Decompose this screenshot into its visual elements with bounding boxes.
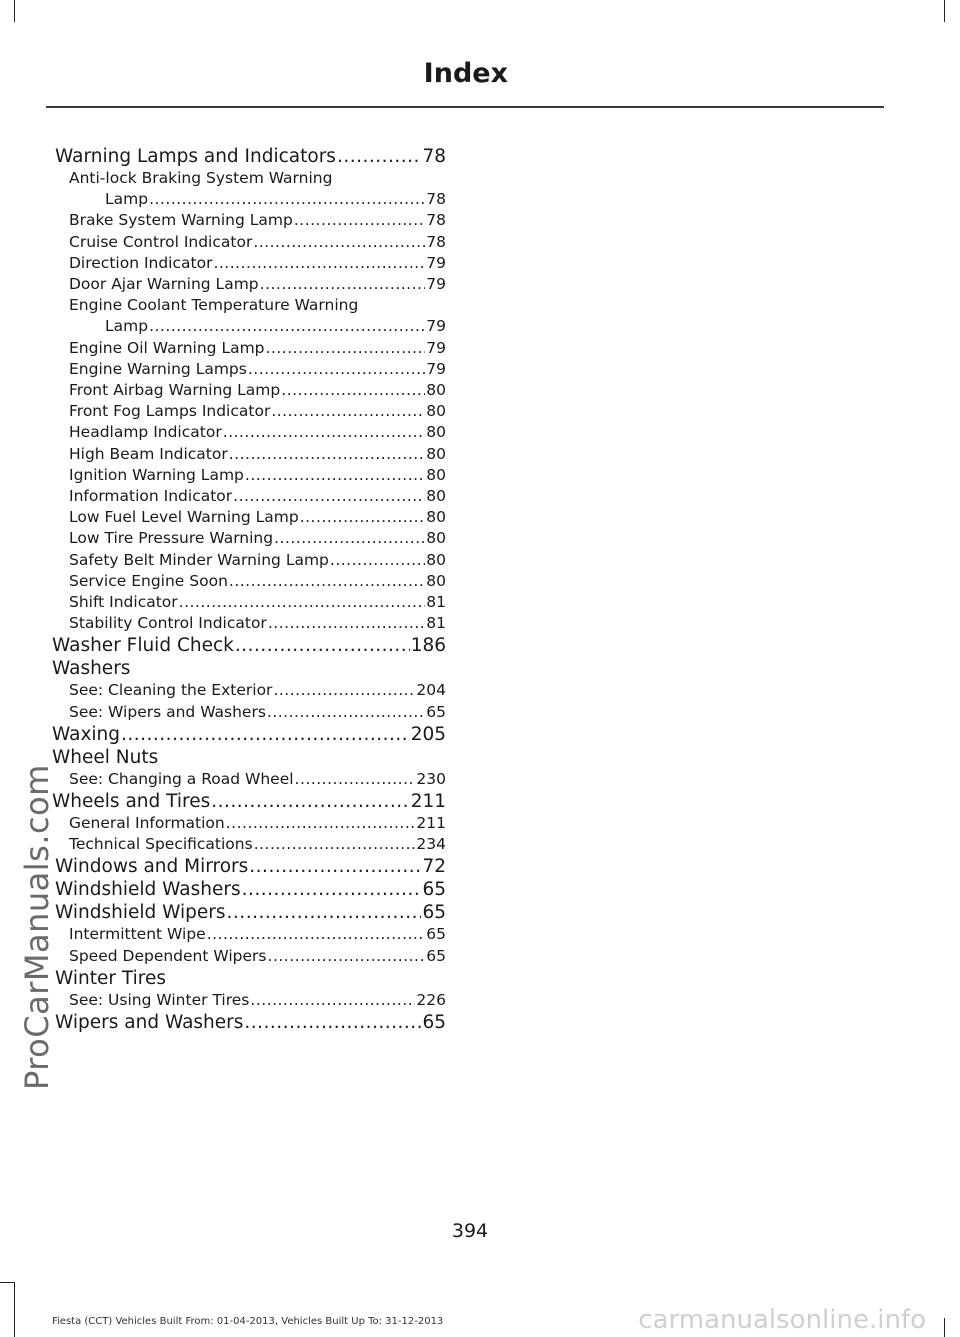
dot-leader (273, 680, 415, 701)
index-entry-label: See: Cleaning the Exterior (69, 681, 273, 700)
crop-mark-bottom-left-vertical (14, 1282, 15, 1337)
dot-leader (229, 444, 426, 465)
index-page-number: 80 (426, 508, 446, 527)
index-entry-label: Windows and Mirrors (55, 856, 249, 878)
dot-leader (229, 571, 425, 592)
index-entry-label: Ignition Warning Lamp (69, 465, 244, 484)
index-entry-row (55, 145, 446, 168)
index-entry-row (69, 924, 446, 945)
dot-leader (266, 338, 426, 359)
index-entry-label: Door Ajar Warning Lamp (69, 275, 259, 294)
index-entry-label: Speed Dependent Wipers (69, 946, 267, 965)
index-entry-row (52, 634, 446, 657)
index-subentry (55, 465, 446, 486)
index-entry-row (55, 967, 446, 990)
index-entry-row (69, 465, 446, 486)
index-page-number: 65 (426, 702, 446, 721)
index-entry-row (52, 746, 446, 769)
index-entry-label: Wipers and Washers (55, 1012, 244, 1034)
dot-leader (260, 274, 426, 295)
side-watermark: ProCarManuals.com (18, 764, 56, 1090)
index-entry-label: Low Fuel Level Warning Lamp (69, 508, 299, 527)
dot-leader (249, 855, 421, 878)
index-entry-row (69, 168, 446, 189)
dot-leader (268, 613, 425, 634)
index-entry-row (69, 571, 446, 592)
index-entry-label: See: Changing a Road Wheel (69, 769, 294, 788)
index-entry-label: Waxing (52, 723, 121, 745)
index-subentry (55, 550, 446, 571)
index-entry-row (55, 1011, 446, 1034)
index-entry-row (69, 210, 446, 231)
dot-leader (281, 380, 425, 401)
index-page-number: 211 (416, 814, 446, 833)
index-page-number: 65 (426, 925, 446, 944)
index-entry-label: Brake System Warning Lamp (69, 211, 293, 230)
dot-leader (207, 924, 426, 945)
index-page-number: 80 (426, 423, 446, 442)
index-entry-row (69, 359, 446, 380)
index-entry-row (69, 813, 446, 834)
dot-leader (149, 316, 425, 337)
index-entry (55, 967, 446, 990)
index-page-number: 78 (426, 190, 446, 209)
index-page-number: 234 (416, 835, 446, 854)
index-entry-label: Low Tire Pressure Warning (69, 529, 274, 548)
index-entry-list (52, 145, 446, 1034)
index-page-number: 80 (426, 571, 446, 590)
footer-vehicle-info: Fiesta (CCT) Vehicles Built From: 01-04-2013, Vehicles Built Up To: 31-12-2013 (52, 1316, 444, 1327)
index-entry-row (69, 444, 446, 465)
index-page-number: 80 (426, 402, 446, 421)
index-subentry (55, 274, 446, 295)
index-page-number: 72 (422, 856, 446, 878)
index-subentry (55, 422, 446, 443)
index-entry-row (69, 486, 446, 507)
index-entry-row (69, 338, 446, 359)
index-page-number: 79 (426, 275, 446, 294)
index-entry-label: Information Indicator (69, 487, 233, 506)
dot-leader (337, 145, 422, 168)
index-entry-row (69, 189, 446, 210)
index-page-number: 65 (422, 879, 446, 901)
dot-leader (300, 507, 426, 528)
index-entry-label: Windshield Wipers (55, 902, 226, 924)
dot-leader (254, 834, 416, 855)
index-entry (52, 657, 446, 680)
index-entry-label: Technical Specifications (69, 835, 253, 854)
dot-leader (244, 1011, 421, 1034)
index-entry-row (52, 723, 446, 746)
index-entry-row (69, 680, 446, 701)
index-entry-label: Safety Belt Minder Warning Lamp (69, 550, 329, 569)
dot-leader (294, 210, 425, 231)
dot-leader (295, 769, 416, 790)
index-entry-row (52, 657, 446, 680)
dot-leader (223, 422, 426, 443)
index-subentry (55, 253, 446, 274)
index-page-number: 79 (426, 338, 446, 357)
index-page-number: 79 (426, 253, 446, 272)
index-page-number: 204 (416, 681, 446, 700)
dot-leader (227, 901, 422, 924)
dot-leader (274, 528, 425, 549)
dot-leader (271, 401, 425, 422)
crop-mark-bottom-left-horizontal (0, 1282, 14, 1283)
index-page-number: 81 (426, 614, 446, 633)
index-page-number: 79 (426, 317, 446, 336)
index-entry (55, 145, 446, 168)
index-page-number: 78 (422, 146, 446, 167)
index-page-number: 230 (416, 769, 446, 788)
index-page-number: 186 (410, 635, 446, 657)
index-entry-label: Engine Oil Warning Lamp (69, 338, 265, 357)
index-entry-label: Front Airbag Warning Lamp (69, 381, 281, 400)
index-entry-row (69, 528, 446, 549)
index-entry-label: Lamp (105, 317, 149, 336)
index-subentry (55, 946, 446, 967)
index-entry-label: Washer Fluid Check (52, 635, 234, 657)
index-entry-row (69, 380, 446, 401)
index-subentry (55, 702, 446, 723)
index-entry-label: Lamp (105, 190, 149, 209)
index-page-number: 80 (426, 465, 446, 484)
index-entry-label: Direction Indicator (69, 253, 213, 272)
title-divider (46, 106, 884, 108)
dot-leader (267, 702, 425, 723)
index-entry-label: Service Engine Soon (69, 571, 228, 590)
index-entry-label: Front Fog Lamps Indicator (69, 402, 271, 421)
page-title: Index (423, 58, 508, 89)
index-entry (52, 746, 446, 769)
index-entry-label: Wheels and Tires (52, 791, 211, 813)
index-subentry (55, 168, 446, 210)
index-subentry (55, 571, 446, 592)
index-entry-row (52, 790, 446, 813)
dot-leader (250, 990, 415, 1011)
index-subentry (55, 338, 446, 359)
index-page-number: 80 (426, 444, 446, 463)
index-entry-row (69, 702, 446, 723)
index-subentry (55, 528, 446, 549)
index-subentry (55, 924, 446, 945)
dot-leader (211, 790, 409, 813)
dot-leader (233, 486, 425, 507)
index-entry-row (69, 295, 446, 316)
dot-leader (226, 813, 416, 834)
index-entry-row (69, 316, 446, 337)
index-entry-label: General Information (69, 814, 225, 833)
index-subentry (55, 444, 446, 465)
index-entry (52, 723, 446, 746)
index-entry (55, 855, 446, 878)
index-entry-label: Engine Coolant Temperature Warning (69, 296, 359, 315)
index-entry-label: Washers (52, 658, 131, 680)
index-subentry (55, 359, 446, 380)
index-entry-label: Shift Indicator (69, 593, 178, 612)
index-subentry (55, 232, 446, 253)
page-number: 394 (451, 1220, 489, 1242)
index-page-number: 80 (426, 487, 446, 506)
index-page-number: 80 (426, 550, 446, 569)
index-entry (55, 1011, 446, 1034)
index-subentry (55, 507, 446, 528)
index-subentry (55, 295, 446, 337)
crop-mark-bottom-right-vertical (944, 1318, 945, 1337)
index-page-number: 211 (410, 791, 446, 813)
dot-leader (149, 189, 425, 210)
footer-watermark: carmanualsonline.info (638, 1305, 926, 1335)
index-entry-label: Headlamp Indicator (69, 423, 222, 442)
index-subentry (55, 210, 446, 231)
index-subentry (55, 486, 446, 507)
index-entry-row (69, 990, 446, 1011)
index-entry-row (69, 422, 446, 443)
dot-leader (213, 253, 425, 274)
index-subentry (55, 401, 446, 422)
index-page-number: 65 (422, 1012, 446, 1034)
index-page-number: 65 (426, 946, 446, 965)
index-subentry (55, 813, 446, 834)
index-entry-label: Winter Tires (55, 967, 166, 989)
crop-mark-top-left-vertical (14, 0, 15, 22)
crop-mark-top-right-vertical (944, 0, 945, 22)
index-entry-label: Cruise Control Indicator (69, 232, 253, 251)
index-entry-row (69, 401, 446, 422)
index-entry-row (69, 232, 446, 253)
index-entry (55, 901, 446, 924)
index-subentry (55, 990, 446, 1011)
index-page-number: 226 (416, 990, 446, 1009)
index-page-number: 79 (426, 359, 446, 378)
index-page-number: 80 (426, 381, 446, 400)
dot-leader (253, 232, 425, 253)
dot-leader (248, 359, 425, 380)
index-page-number: 81 (426, 593, 446, 612)
index-entry-row (55, 901, 446, 924)
index-entry-label: Windshield Washers (55, 879, 241, 901)
index-subentry (55, 613, 446, 634)
dot-leader (268, 946, 426, 967)
index-page-number: 80 (426, 529, 446, 548)
index-entry-label: Intermittent Wipe (69, 925, 206, 944)
index-entry-label: Wheel Nuts (52, 746, 159, 768)
index-entry-row (69, 592, 446, 613)
index-entry-row (69, 253, 446, 274)
index-entry-label: See: Wipers and Washers (69, 702, 266, 721)
dot-leader (179, 592, 426, 613)
index-entry-label: Engine Warning Lamps (69, 359, 247, 378)
dot-leader (121, 723, 410, 746)
index-entry-row (69, 834, 446, 855)
index-entry-label: Anti-lock Braking System Warning (69, 169, 333, 187)
index-entry-row (69, 613, 446, 634)
index-page-number: 205 (410, 723, 446, 745)
index-entry (52, 790, 446, 813)
index-entry-label: Stability Control Indicator (69, 614, 267, 633)
dot-leader (242, 878, 422, 901)
index-subentry (55, 769, 446, 790)
index-page-number: 65 (422, 902, 446, 924)
index-entry-row (69, 274, 446, 295)
index-entry (55, 878, 446, 901)
index-entry-row (69, 769, 446, 790)
index-subentry (55, 834, 446, 855)
index-entry-label: See: Using Winter Tires (69, 990, 250, 1009)
index-entry-label: High Beam Indicator (69, 444, 228, 463)
index-subentry (55, 592, 446, 613)
index-entry-row (69, 946, 446, 967)
index-entry-row (69, 507, 446, 528)
index-entry (52, 634, 446, 657)
dot-leader (235, 634, 410, 657)
index-entry-row (69, 550, 446, 571)
dot-leader (330, 550, 425, 571)
index-entry-row (55, 878, 446, 901)
index-subentry (55, 680, 446, 701)
index-subentry (55, 380, 446, 401)
index-page-number: 78 (426, 211, 446, 230)
index-entry-row (55, 855, 446, 878)
dot-leader (245, 465, 425, 486)
index-page-number: 78 (426, 232, 446, 251)
index-entry-label: Warning Lamps and Indicators (55, 146, 336, 167)
